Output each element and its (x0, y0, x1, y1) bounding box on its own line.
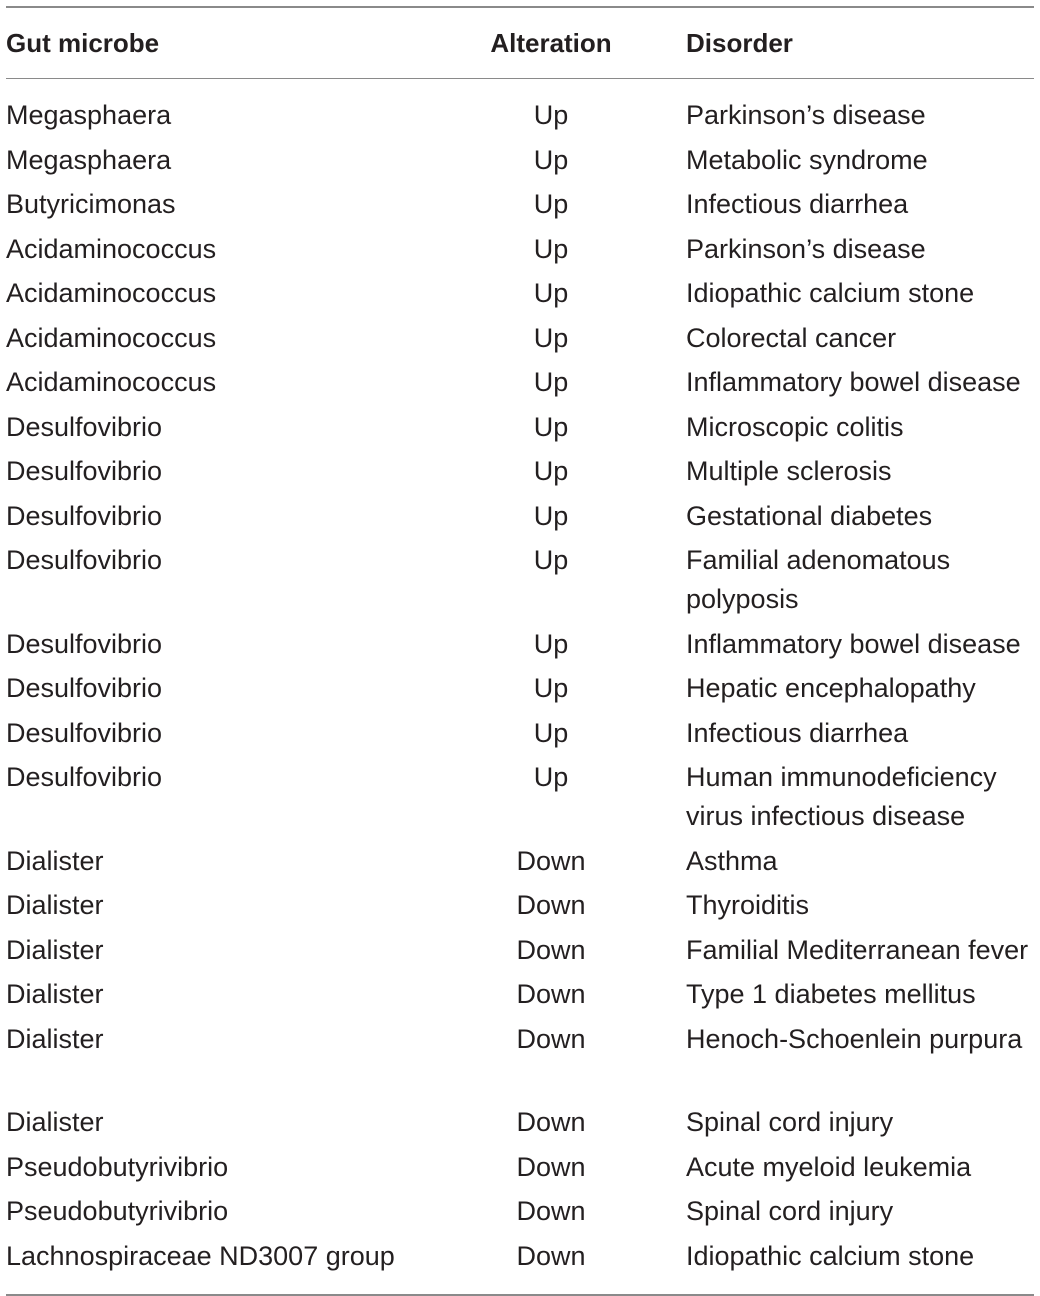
cell-disorder: Multiple sclerosis (686, 456, 892, 486)
cell-alteration: Down (516, 1151, 586, 1182)
cell-disorder: Human immunodeficiency virus infectious disease (686, 762, 997, 831)
cell-gut-microbe: Dialister (6, 934, 104, 965)
cell-alteration: Up (533, 456, 569, 486)
cell-disorder: Metabolic syndrome (686, 144, 928, 175)
table-row (6, 669, 1034, 708)
cell-alteration: Up (533, 189, 569, 219)
table-row (6, 714, 1034, 753)
cell-alteration: Down (516, 1107, 586, 1137)
cell-alteration: Down (516, 934, 586, 965)
cell-gut-microbe: Dialister (6, 1023, 104, 1054)
cell-disorder: Idiopathic calcium stone (686, 278, 975, 308)
cell-disorder: Inflammatory bowel disease (686, 367, 1021, 397)
header-alteration: Alteration (490, 27, 612, 58)
cell-alteration: Up (533, 100, 569, 130)
cell-gut-microbe: Acidaminococcus (6, 367, 217, 397)
cell-disorder: Parkinson’s disease (686, 100, 926, 130)
cell-gut-microbe: Desulfovibrio (6, 411, 163, 442)
cell-gut-microbe: Pseudobutyrivibrio (6, 1151, 229, 1182)
cell-disorder: Spinal cord injury (686, 1107, 894, 1137)
cell-gut-microbe: Megasphaera (6, 144, 172, 175)
table-row (6, 185, 1034, 224)
cell-disorder: Spinal cord injury (686, 1196, 894, 1226)
cell-gut-microbe: Dialister (6, 845, 104, 876)
cell-disorder: Inflammatory bowel disease (686, 628, 1021, 659)
cell-gut-microbe: Desulfovibrio (6, 717, 163, 748)
cell-gut-microbe: Acidaminococcus (6, 278, 217, 308)
cell-alteration: Up (533, 233, 569, 264)
cell-disorder: Asthma (686, 845, 778, 876)
table-row (6, 1148, 1034, 1187)
cell-disorder: Familial adenomatous polyposis (686, 545, 951, 614)
cell-alteration: Up (533, 367, 569, 397)
cell-alteration: Down (516, 1196, 586, 1226)
table-row (6, 363, 1034, 402)
table-row (6, 1103, 1034, 1142)
table-row (6, 141, 1034, 180)
cell-alteration: Up (533, 545, 569, 575)
cell-disorder: Idiopathic calcium stone (686, 1240, 975, 1271)
cell-alteration: Up (533, 322, 569, 353)
cell-disorder: Thyroiditis (686, 890, 810, 920)
cell-disorder: Parkinson’s disease (686, 233, 926, 264)
table-row (6, 1192, 1034, 1231)
cell-disorder: Type 1 diabetes mellitus (686, 979, 976, 1009)
table-row (6, 625, 1034, 664)
cell-alteration: Up (533, 411, 569, 442)
table-row (6, 96, 1034, 135)
cell-disorder: Colorectal cancer (686, 322, 897, 353)
cell-disorder: Infectious diarrhea (686, 717, 909, 748)
bottom-rule (6, 1294, 1034, 1296)
cell-gut-microbe: Desulfovibrio (6, 762, 163, 792)
cell-alteration: Up (533, 762, 569, 792)
cell-alteration: Up (533, 500, 569, 531)
cell-alteration: Down (516, 845, 586, 876)
table-row (6, 497, 1034, 536)
cell-alteration: Up (533, 628, 569, 659)
table-row (6, 1020, 1034, 1098)
cell-gut-microbe: Pseudobutyrivibrio (6, 1196, 229, 1226)
cell-alteration: Down (516, 1023, 586, 1054)
cell-gut-microbe: Desulfovibrio (6, 673, 163, 703)
cell-gut-microbe: Acidaminococcus (6, 322, 217, 353)
cell-alteration: Up (533, 278, 569, 308)
header-gut-microbe: Gut microbe (6, 27, 160, 58)
cell-alteration: Down (516, 1240, 586, 1271)
cell-disorder: Acute myeloid leukemia (686, 1151, 972, 1182)
table-row (6, 230, 1034, 269)
cell-disorder: Henoch-Schoenlein purpura (686, 1023, 1023, 1054)
table-row (6, 842, 1034, 881)
cell-alteration: Down (516, 890, 586, 920)
cell-disorder: Gestational diabetes (686, 500, 933, 531)
table-row (6, 886, 1034, 925)
cell-disorder: Hepatic encephalopathy (686, 673, 976, 703)
table-row (6, 758, 1034, 836)
cell-alteration: Up (533, 673, 569, 703)
cell-gut-microbe: Megasphaera (6, 100, 172, 130)
microbe-disorder-table (6, 6, 1034, 1296)
table-row (6, 931, 1034, 970)
cell-gut-microbe: Acidaminococcus (6, 233, 217, 264)
cell-alteration: Up (533, 144, 569, 175)
cell-gut-microbe: Desulfovibrio (6, 545, 163, 575)
cell-gut-microbe: Desulfovibrio (6, 628, 163, 659)
cell-gut-microbe: Dialister (6, 979, 104, 1009)
cell-disorder: Infectious diarrhea (686, 189, 909, 219)
table-row (6, 274, 1034, 313)
cell-disorder: Familial Mediterranean fever (686, 934, 1029, 965)
cell-gut-microbe: Dialister (6, 890, 104, 920)
cell-gut-microbe: Butyricimonas (6, 189, 176, 219)
table-row (6, 541, 1034, 619)
cell-alteration: Down (516, 979, 586, 1009)
table-row (6, 452, 1034, 491)
cell-gut-microbe: Desulfovibrio (6, 500, 163, 531)
cell-gut-microbe: Desulfovibrio (6, 456, 163, 486)
table-body (6, 79, 1034, 1294)
cell-gut-microbe: Lachnospiraceae ND3007 group (6, 1240, 395, 1271)
cell-disorder: Microscopic colitis (686, 411, 904, 442)
table-row (6, 975, 1034, 1014)
table-row (6, 1237, 1034, 1276)
cell-alteration: Up (533, 717, 569, 748)
header-disorder: Disorder (686, 27, 793, 58)
table-header (6, 8, 1034, 78)
table-row (6, 319, 1034, 358)
cell-gut-microbe: Dialister (6, 1107, 104, 1137)
table-row (6, 408, 1034, 447)
